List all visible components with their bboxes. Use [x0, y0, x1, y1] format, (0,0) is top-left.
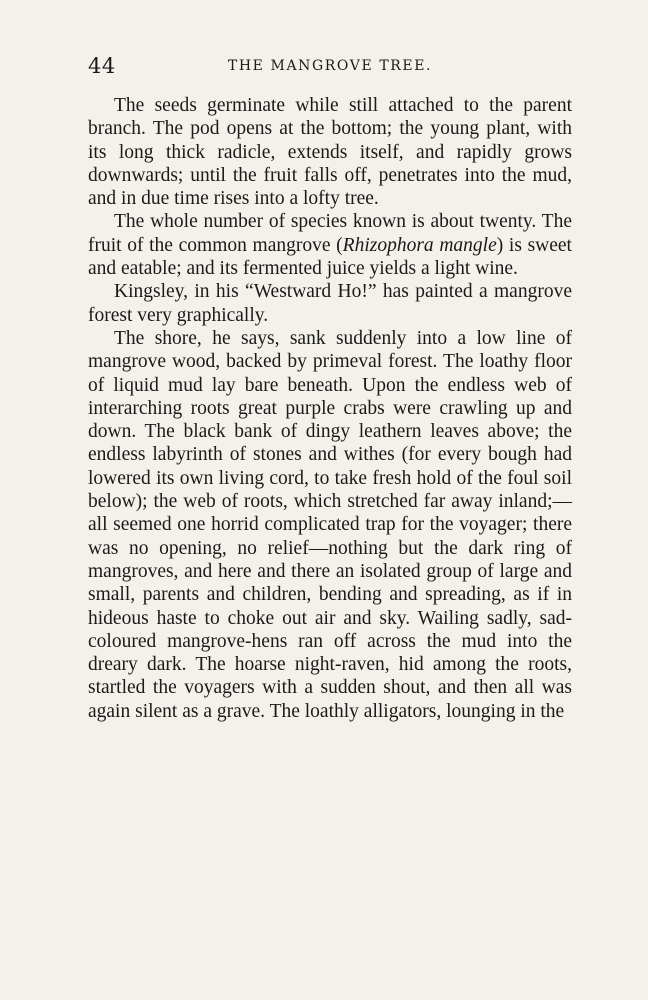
species-name-italic: Rhizophora mangle — [342, 234, 497, 256]
paragraph-species-text-before: The whole number of species known is about twenty. The fruit of the common mangrove ( — [88, 211, 572, 256]
paragraph-shore: The shore, he says, sank suddenly into a low line of mangrove wood, backed by primeval forest. The loathy floor of liquid mud lay bare beneath. Upon the endless web of interarching roots great purple crabs were crawling up and down. The black bank of dingy leathern leaves above; the endless labyrinth of stones and withes (for every bough had lowered its own living cord, to take fresh hold of the foul soil below); the web of roots, which stretched far away inland;—all seemed one horrid complicated trap for the voyager; there was no opening, no relief—nothing but the dark ring of mangroves, and here and there an isolated group of large and small, parents and children, bending and spreading, as if in hideous haste to choke out air and sky. Wailing sadly, sad-coloured mangrove-hens ran off across the mud into the dreary dark. The hoarse night-raven, hid among the roots, startled the voyagers with a sudden shout, and then all was again silent as a grave. The loathly alligators, lounging in the — [88, 327, 572, 722]
body-text — [88, 94, 572, 723]
paragraph-kingsley: Kingsley, in his “Westward Ho!” has painted a mangrove forest very graphically. — [88, 281, 572, 326]
running-title: THE MANGROVE TREE. — [227, 58, 433, 74]
paragraph-species-text-after: ) is sweet and eatable; and its fermented juice yields a light wine. — [88, 234, 572, 280]
page-number: 44 — [88, 54, 116, 78]
paragraph-seeds: The seeds germinate while still attached to the parent branch. The pod opens at the bottom; the young plant, with its long thick radicle, extends itself, and rapidly grows downwards; until the fruit falls off, penetrates into the mud, and in due time rises into a lofty tree. — [88, 95, 572, 210]
paragraph-species — [88, 210, 572, 280]
page-header — [88, 54, 572, 82]
